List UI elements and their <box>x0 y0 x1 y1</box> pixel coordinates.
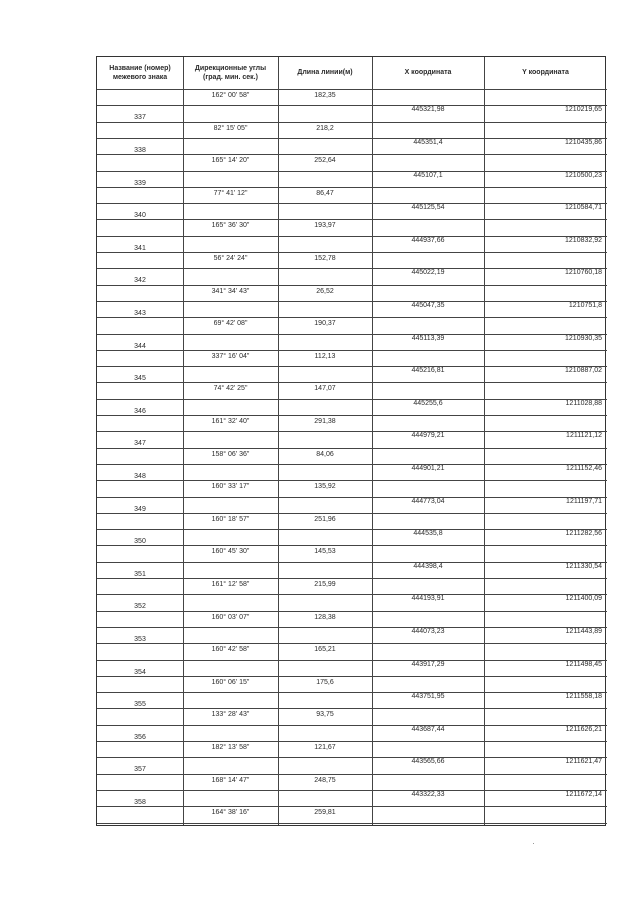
line-length: 259,81 <box>314 809 336 817</box>
row-divider <box>97 317 372 318</box>
direction-angle: 337° 16' 04" <box>211 352 250 360</box>
direction-angle: 160° 45' 30" <box>211 548 250 556</box>
y-coordinate: 1211443,89 <box>565 627 602 635</box>
point-name: 342 <box>134 277 146 285</box>
direction-angle: 164° 38' 16" <box>211 809 250 817</box>
line-length: 218,2 <box>316 124 334 132</box>
row-divider <box>372 708 607 709</box>
row-divider <box>97 643 372 644</box>
row-divider <box>97 708 372 709</box>
direction-angle: 158° 06' 36" <box>211 450 250 458</box>
row-divider <box>97 431 372 432</box>
point-name: 345 <box>134 375 146 383</box>
scan-speck <box>533 843 534 844</box>
direction-angle: 69° 42' 08" <box>213 320 248 328</box>
point-name: 348 <box>134 472 146 480</box>
x-coordinate: 444398,4 <box>413 562 443 570</box>
line-length: 112,13 <box>314 352 336 360</box>
row-divider <box>372 187 607 188</box>
line-length: 86,47 <box>316 189 334 197</box>
x-coordinate: 443687,44 <box>411 725 445 733</box>
line-length: 26,52 <box>316 287 334 295</box>
row-divider <box>372 513 607 514</box>
point-name: 338 <box>134 146 146 154</box>
row-divider <box>372 774 607 775</box>
line-length: 190,37 <box>314 320 336 328</box>
direction-angle: 160° 06' 15" <box>211 678 250 686</box>
row-divider <box>97 480 372 481</box>
y-coordinate: 1210435,86 <box>565 138 602 146</box>
row-divider <box>372 122 607 123</box>
row-divider <box>372 823 607 824</box>
row-divider <box>97 562 372 563</box>
x-coordinate: 443565,66 <box>411 758 445 766</box>
row-divider <box>372 545 607 546</box>
row-divider <box>372 643 607 644</box>
row-divider <box>97 676 372 677</box>
point-name: 357 <box>134 766 146 774</box>
row-divider <box>97 757 372 758</box>
point-name: 339 <box>134 179 146 187</box>
row-divider <box>97 122 372 123</box>
y-coordinate: 1211282,56 <box>565 530 602 538</box>
row-divider <box>97 350 372 351</box>
y-coordinate: 1211197,71 <box>566 497 602 505</box>
line-length: 252,64 <box>314 157 336 165</box>
row-divider <box>97 806 372 807</box>
y-coordinate: 1210751,8 <box>568 301 602 309</box>
point-name: 344 <box>134 342 146 350</box>
row-divider <box>97 382 372 383</box>
direction-angle: 160° 33' 17" <box>211 483 250 491</box>
row-divider <box>372 676 607 677</box>
header-line-length: Длина линии(м) <box>297 69 353 77</box>
point-name: 358 <box>134 798 146 806</box>
x-coordinate: 444193,91 <box>411 595 445 603</box>
point-name: 354 <box>134 668 146 676</box>
row-divider <box>97 448 372 449</box>
x-coordinate: 443322,33 <box>411 790 445 798</box>
row-divider <box>97 790 372 791</box>
line-length: 145,53 <box>314 548 336 556</box>
x-coordinate: 445255,6 <box>413 399 443 407</box>
row-divider <box>372 252 607 253</box>
line-length: 291,38 <box>314 418 336 425</box>
point-name: 340 <box>134 212 146 220</box>
direction-angle: 182° 13' 58" <box>211 744 250 751</box>
column-divider <box>183 57 184 825</box>
direction-angle: 160° 03' 07" <box>211 613 250 621</box>
row-divider <box>97 399 372 400</box>
row-divider <box>97 594 372 595</box>
x-coordinate: 444773,04 <box>411 497 445 505</box>
row-divider <box>97 741 372 742</box>
row-divider <box>97 236 372 237</box>
row-divider <box>97 138 372 139</box>
row-divider <box>372 382 607 383</box>
row-divider <box>97 497 372 498</box>
line-length: 121,67 <box>314 744 336 751</box>
row-divider <box>372 154 607 155</box>
row-divider <box>97 545 372 546</box>
y-coordinate: 1211121,12 <box>566 432 602 440</box>
x-coordinate: 444979,21 <box>411 432 445 440</box>
direction-angle: 133° 28' 43" <box>211 711 250 719</box>
row-divider <box>97 823 372 824</box>
line-length: 152,78 <box>314 255 336 262</box>
point-name: 346 <box>134 407 146 415</box>
x-coordinate: 443917,29 <box>411 660 445 668</box>
y-coordinate: 1211152,46 <box>566 464 602 472</box>
row-divider <box>372 578 607 579</box>
line-length: 147,07 <box>314 385 336 393</box>
y-coordinate: 1210760,18 <box>565 269 602 277</box>
direction-angle: 161° 32' 40" <box>211 418 250 425</box>
direction-angle: 56° 24' 24" <box>213 255 248 262</box>
direction-angle: 168° 14' 47" <box>211 776 250 784</box>
row-divider <box>97 252 372 253</box>
row-divider <box>97 154 372 155</box>
row-divider <box>97 529 372 530</box>
row-divider <box>372 741 607 742</box>
line-length: 84,06 <box>316 450 334 458</box>
point-name: 337 <box>134 114 146 122</box>
row-divider <box>372 480 607 481</box>
row-divider <box>97 627 372 628</box>
row-divider <box>97 105 372 106</box>
x-coordinate: 445321,98 <box>411 106 445 114</box>
direction-angle: 160° 18' 57" <box>211 515 250 523</box>
direction-angle: 160° 42' 58" <box>211 646 250 654</box>
row-divider <box>97 611 372 612</box>
y-coordinate: 1210887,02 <box>565 367 602 375</box>
y-coordinate: 1211626,21 <box>565 725 602 733</box>
line-length: 182,35 <box>314 92 336 99</box>
y-coordinate: 1211672,14 <box>565 790 602 798</box>
header-x-coordinate: X координата <box>404 69 452 77</box>
row-divider <box>97 774 372 775</box>
direction-angle: 341° 34' 43" <box>211 287 250 295</box>
row-divider <box>97 89 607 90</box>
y-coordinate: 1211028,88 <box>565 399 602 407</box>
row-divider <box>97 301 372 302</box>
row-divider <box>97 171 372 172</box>
point-name: 353 <box>134 635 146 643</box>
x-coordinate: 444073,23 <box>411 627 445 635</box>
x-coordinate: 445113,39 <box>411 334 445 342</box>
y-coordinate: 1211498,45 <box>565 660 602 668</box>
point-name: 341 <box>134 244 146 252</box>
row-divider <box>97 187 372 188</box>
point-name: 355 <box>134 701 146 709</box>
y-coordinate: 1211400,09 <box>565 595 602 603</box>
row-divider <box>97 219 372 220</box>
row-divider <box>97 334 372 335</box>
point-name: 349 <box>134 505 146 513</box>
direction-angle: 165° 14' 20" <box>211 157 250 165</box>
x-coordinate: 445022,19 <box>411 269 445 277</box>
direction-angle: 161° 12' 58" <box>211 581 250 588</box>
row-divider <box>97 513 372 514</box>
direction-angle: 82° 15' 05" <box>213 124 248 132</box>
point-name: 356 <box>134 733 146 741</box>
row-divider <box>372 448 607 449</box>
row-divider <box>97 464 372 465</box>
header-directional-angles: Дирекционные углы (град. мин. сек.) <box>194 64 267 81</box>
direction-angle: 74° 42' 25" <box>213 385 248 393</box>
x-coordinate: 444901,21 <box>411 464 445 472</box>
y-coordinate: 1211330,54 <box>565 562 602 570</box>
line-length: 248,75 <box>314 776 336 784</box>
line-length: 251,96 <box>314 515 336 523</box>
line-length: 93,75 <box>316 711 334 719</box>
row-divider <box>97 203 372 204</box>
header-y-coordinate: Y координата <box>522 69 569 77</box>
row-divider <box>372 219 607 220</box>
y-coordinate: 1210584,71 <box>565 204 602 212</box>
x-coordinate: 445125,54 <box>411 204 445 212</box>
line-length: 128,38 <box>314 613 336 621</box>
row-divider <box>372 415 607 416</box>
line-length: 135,92 <box>314 483 336 491</box>
direction-angle: 165° 36' 30" <box>211 222 250 230</box>
row-divider <box>372 611 607 612</box>
row-divider <box>97 366 372 367</box>
row-divider <box>97 725 372 726</box>
line-length: 215,99 <box>314 581 336 588</box>
x-coordinate: 445107,1 <box>413 171 443 179</box>
header-point-name: Название (номер) межевого знака <box>109 64 171 81</box>
x-coordinate: 445351,4 <box>413 138 443 146</box>
row-divider <box>97 692 372 693</box>
point-name: 351 <box>134 570 146 578</box>
point-name: 352 <box>134 603 146 611</box>
x-coordinate: 445216,81 <box>411 367 445 375</box>
y-coordinate: 1210500,23 <box>565 171 602 179</box>
y-coordinate: 1210930,35 <box>565 334 602 342</box>
line-length: 175,6 <box>316 678 334 686</box>
x-coordinate: 444937,66 <box>411 236 445 244</box>
row-divider <box>372 317 607 318</box>
row-divider <box>97 660 372 661</box>
x-coordinate: 444535,8 <box>413 530 443 538</box>
row-divider <box>372 285 607 286</box>
y-coordinate: 1211621,47 <box>565 758 602 766</box>
row-divider <box>97 285 372 286</box>
x-coordinate: 443751,95 <box>411 693 445 701</box>
y-coordinate: 1210219,65 <box>565 106 602 114</box>
row-divider <box>372 350 607 351</box>
direction-angle: 77° 41' 12" <box>213 189 248 197</box>
line-length: 193,97 <box>314 222 336 230</box>
boundary-coordinates-table <box>96 56 606 826</box>
row-divider <box>97 415 372 416</box>
x-coordinate: 445047,35 <box>411 301 445 309</box>
row-divider <box>372 806 607 807</box>
point-name: 347 <box>134 440 146 448</box>
point-name: 343 <box>134 309 146 317</box>
y-coordinate: 1210832,92 <box>565 236 602 244</box>
row-divider <box>97 578 372 579</box>
column-divider <box>484 57 485 825</box>
column-divider <box>278 57 279 825</box>
direction-angle: 162° 00' 58" <box>211 92 250 99</box>
point-name: 350 <box>134 538 146 546</box>
y-coordinate: 1211558,18 <box>565 693 602 701</box>
row-divider <box>97 268 372 269</box>
line-length: 165,21 <box>314 646 336 654</box>
